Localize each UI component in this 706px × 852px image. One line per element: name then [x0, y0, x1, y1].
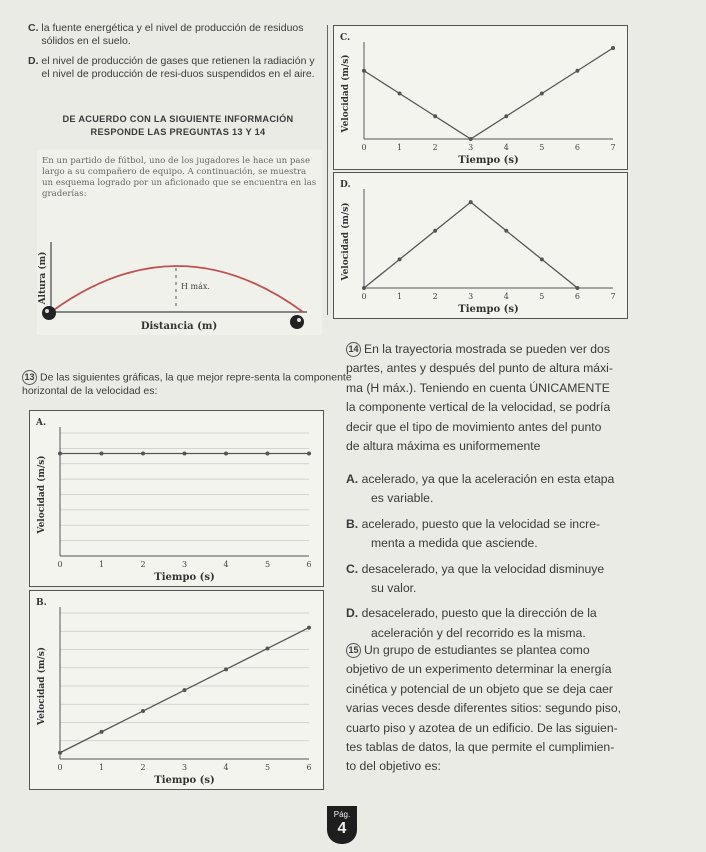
- data-point: [611, 46, 615, 50]
- q15-line-2: objetivo de un experimento determinar la energía: [346, 662, 612, 677]
- x-tick-label: 6: [306, 763, 312, 772]
- x-axis-label: Tiempo (s): [458, 304, 519, 315]
- x-tick-label: 1: [98, 560, 105, 569]
- data-point: [540, 257, 544, 261]
- data-point: [362, 69, 366, 73]
- q15-line-5: cuarto piso y azotea de un edificio. De las siguien-: [346, 720, 618, 735]
- data-point: [575, 286, 579, 290]
- q14-option-b[interactable]: B. acelerado, puesto que la velocidad se incre- menta a medida que asciende.: [346, 516, 601, 551]
- x-tick-label: 0: [361, 143, 367, 152]
- x-tick-label: 6: [306, 560, 312, 569]
- question-14: [346, 340, 676, 456]
- x-tick-label: 6: [574, 143, 580, 152]
- data-point: [141, 452, 145, 456]
- x-tick-label: 2: [432, 292, 438, 301]
- data-point: [224, 452, 228, 456]
- q14-option-a[interactable]: A. acelerado, ya que la aceleración en esta etapa es variable.: [346, 472, 615, 506]
- x-tick-label: 5: [264, 763, 271, 772]
- story-text: En un partido de fútbol, uno de los jugadores le hace un pase largo a su compañero de equipo. A continuación, se muestra un esquema logrado por un aficionado que se encuentra en las graderías:: [42, 156, 317, 199]
- chart-panel-label: D.: [340, 180, 351, 190]
- story-box: [37, 150, 322, 335]
- data-point: [183, 452, 187, 456]
- hmax-label: H máx.: [181, 282, 210, 291]
- x-tick-label: 3: [468, 143, 474, 152]
- question-number: 13: [22, 370, 37, 385]
- option-letter: D.: [28, 55, 39, 67]
- trajectory-ylabel: Altura (m): [38, 251, 48, 305]
- chart-d-box: [333, 172, 628, 319]
- question-13: [22, 370, 357, 398]
- x-tick-label: 7: [610, 143, 616, 152]
- data-point: [575, 69, 579, 73]
- x-axis-label: Tiempo (s): [154, 775, 215, 786]
- x-tick-label: 0: [57, 763, 63, 772]
- data-point: [504, 114, 508, 118]
- question-text: De las siguientes gráficas, la que mejor repre-senta la componente horizontal de la velocidad es:: [22, 371, 352, 397]
- chart-b-box: [29, 590, 324, 790]
- data-point: [100, 452, 104, 456]
- x-tick-label: 1: [397, 143, 403, 152]
- column-divider: [327, 25, 328, 315]
- data-point: [183, 688, 187, 692]
- intro-option-d: [28, 55, 328, 80]
- q14-line-4: la componente vertical de la velocidad, se podría: [346, 400, 611, 415]
- question-number: 15: [346, 643, 361, 658]
- data-point: [398, 257, 402, 261]
- option-text: la fuente energética y el nivel de producción de residuos sólidos en el suelo.: [41, 22, 304, 47]
- x-tick-label: 4: [223, 763, 229, 772]
- data-point: [433, 229, 437, 233]
- data-point: [266, 452, 270, 456]
- data-point: [540, 92, 544, 96]
- data-point: [433, 114, 437, 118]
- chart-panel-label: A.: [36, 418, 47, 428]
- heading-line-2: RESPONDE LAS PREGUNTAS 13 Y 14: [90, 127, 266, 137]
- x-tick-label: 3: [468, 292, 474, 301]
- y-axis-label: Velocidad (m/s): [37, 646, 47, 726]
- x-tick-label: 7: [610, 292, 616, 301]
- data-point: [307, 626, 311, 630]
- q14-line-3: ma (H máx.). Teniendo en cuenta ÚNICAMENTE: [346, 380, 610, 395]
- x-axis-label: Tiempo (s): [458, 155, 519, 166]
- data-point: [398, 92, 402, 96]
- q14-line-6: de altura máxima es uniformemente: [346, 439, 541, 454]
- ball-path: [51, 266, 303, 312]
- x-tick-label: 0: [361, 292, 367, 301]
- data-point: [469, 137, 473, 141]
- page-label: Pág.: [333, 810, 351, 819]
- chart-panel-label: B.: [36, 598, 47, 608]
- x-tick-label: 4: [223, 560, 229, 569]
- ball-start-icon: [42, 306, 56, 320]
- chart-a-box: [29, 410, 324, 587]
- data-point: [100, 730, 104, 734]
- trajectory-diagram: [37, 150, 322, 335]
- x-tick-label: 3: [181, 763, 188, 772]
- q15-line-3: cinética y potencial de un objeto que se deja caer: [346, 681, 613, 696]
- q14-line-5: decir que el tipo de movimiento antes del punto: [346, 419, 602, 434]
- x-tick-label: 5: [539, 143, 545, 152]
- question-number: 14: [346, 342, 361, 357]
- q15-line-7: to del objetivo es:: [346, 759, 441, 774]
- data-point: [58, 751, 62, 755]
- data-point: [266, 646, 270, 650]
- x-tick-label: 6: [574, 292, 580, 301]
- x-tick-label: 5: [264, 560, 271, 569]
- x-tick-label: 4: [503, 143, 509, 152]
- q14-option-c[interactable]: C. desacelerado, ya que la velocidad disminuye su valor.: [346, 561, 605, 596]
- chart-a: [30, 411, 323, 586]
- q15-line-4: varias veces desde diferentes sitios: segundo piso,: [346, 701, 622, 716]
- data-point: [141, 709, 145, 713]
- x-tick-label: 2: [140, 560, 146, 569]
- question-15: [346, 641, 686, 777]
- q14-option-d[interactable]: D. desacelerado, puesto que la dirección de la aceleración y del recorrido es la misma.: [346, 606, 597, 640]
- x-tick-label: 2: [432, 143, 438, 152]
- trajectory-xlabel: Distancia (m): [140, 321, 218, 332]
- y-axis-label: Velocidad (m/s): [37, 455, 47, 534]
- x-tick-label: 5: [539, 292, 545, 301]
- x-tick-label: 4: [503, 292, 509, 301]
- x-tick-label: 1: [397, 292, 403, 301]
- series-line: [364, 202, 577, 288]
- x-tick-label: 2: [140, 763, 146, 772]
- chart-c-box: [333, 25, 628, 170]
- q15-line-1: 15 Un grupo de estudiantes se plantea como: [346, 641, 686, 660]
- page-number-badge: [327, 806, 357, 844]
- y-axis-label: Velocidad (m/s): [341, 202, 351, 281]
- data-point: [307, 452, 311, 456]
- page-number: 4: [337, 820, 347, 837]
- chart-c: [334, 26, 627, 169]
- x-tick-label: 0: [57, 560, 63, 569]
- intro-option-c: [28, 22, 328, 47]
- data-point: [58, 452, 62, 456]
- q14-options: [346, 470, 676, 643]
- data-point: [362, 286, 366, 290]
- x-tick-label: 1: [98, 763, 105, 772]
- option-text: el nivel de producción de gases que retienen la radiación y el nivel de producción de resi-duos suspendidos en el aire.: [41, 55, 315, 80]
- data-point: [504, 229, 508, 233]
- option-letter: C.: [28, 22, 39, 34]
- heading-line-1: DE ACUERDO CON LA SIGUIENTE INFORMACIÓN: [62, 114, 294, 124]
- q14-line-1: 14 En la trayectoria mostrada se pueden ver dos: [346, 340, 676, 359]
- data-point: [469, 200, 473, 204]
- q14-line-2: partes, antes y después del punto de altura máxi-: [346, 361, 613, 376]
- y-axis-label: Velocidad (m/s): [341, 54, 351, 133]
- data-point: [224, 667, 228, 671]
- chart-b: [30, 591, 323, 789]
- q15-line-6: tes tablas de datos, la que permite el cumplimien-: [346, 740, 615, 755]
- section-heading: [28, 113, 328, 139]
- x-tick-label: 3: [181, 560, 188, 569]
- chart-panel-label: C.: [340, 33, 351, 43]
- chart-d: [334, 173, 627, 318]
- x-axis-label: Tiempo (s): [154, 572, 215, 583]
- ball-end-icon: [290, 315, 304, 329]
